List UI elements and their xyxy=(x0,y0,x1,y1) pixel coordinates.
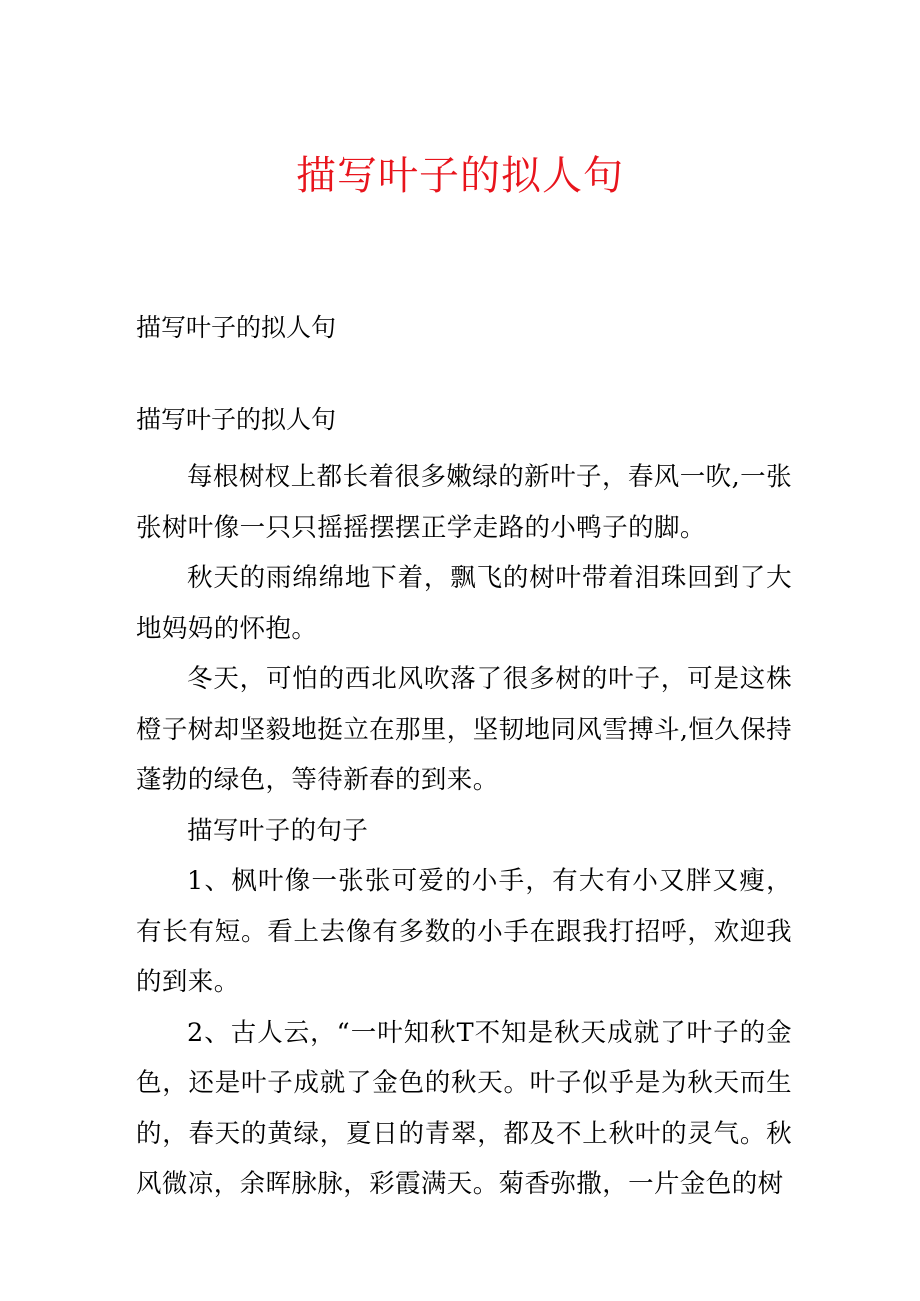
paragraph-autumn-gold: 2、古人云，“一叶知秋T不知是秋天成就了叶子的金色，还是叶子成就了金色的秋天。叶子似乎是为秋天而生的，春天的黄绿，夏日的青翠，都及不上秋叶的灵气。秋风微凉，余晖脉脉，彩霞满天。菊香弥撒，一片金色的树 xyxy=(136,1017,792,1199)
paragraph-winter-orange-tree: 冬天，可怕的西北风吹落了很多树的叶子，可是这株橙子树却坚毅地挺立在那里，坚韧地同风雪搏斗,恒久保持蓬勃的绿色，等待新春的到来。 xyxy=(136,664,793,795)
paragraph-duck-feet: 每根树杈上都长着很多嫩绿的新叶子，春风一吹,一张张树叶像一只只摇摇摆摆正学走路的小鸭子的脚。 xyxy=(136,462,792,543)
section-heading-leaf-sentences: 描写叶子的句子 xyxy=(187,815,369,846)
subheading-1: 描写叶子的拟人句 xyxy=(136,313,337,342)
subheading-2: 描写叶子的拟人句 xyxy=(136,405,337,434)
document-title: 描写叶子的拟人句 xyxy=(296,153,624,199)
paragraph-maple-leaves: 1、枫叶像一张张可爱的小手，有大有小又胖又瘦，有长有短。看上去像有多数的小手在跟我打招呼，欢迎我的到来。 xyxy=(136,866,792,997)
paragraph-autumn-rain: 秋天的雨绵绵地下着，飘飞的树叶带着泪珠回到了大地妈妈的怀抱。 xyxy=(136,563,792,644)
document-body xyxy=(136,452,792,1210)
